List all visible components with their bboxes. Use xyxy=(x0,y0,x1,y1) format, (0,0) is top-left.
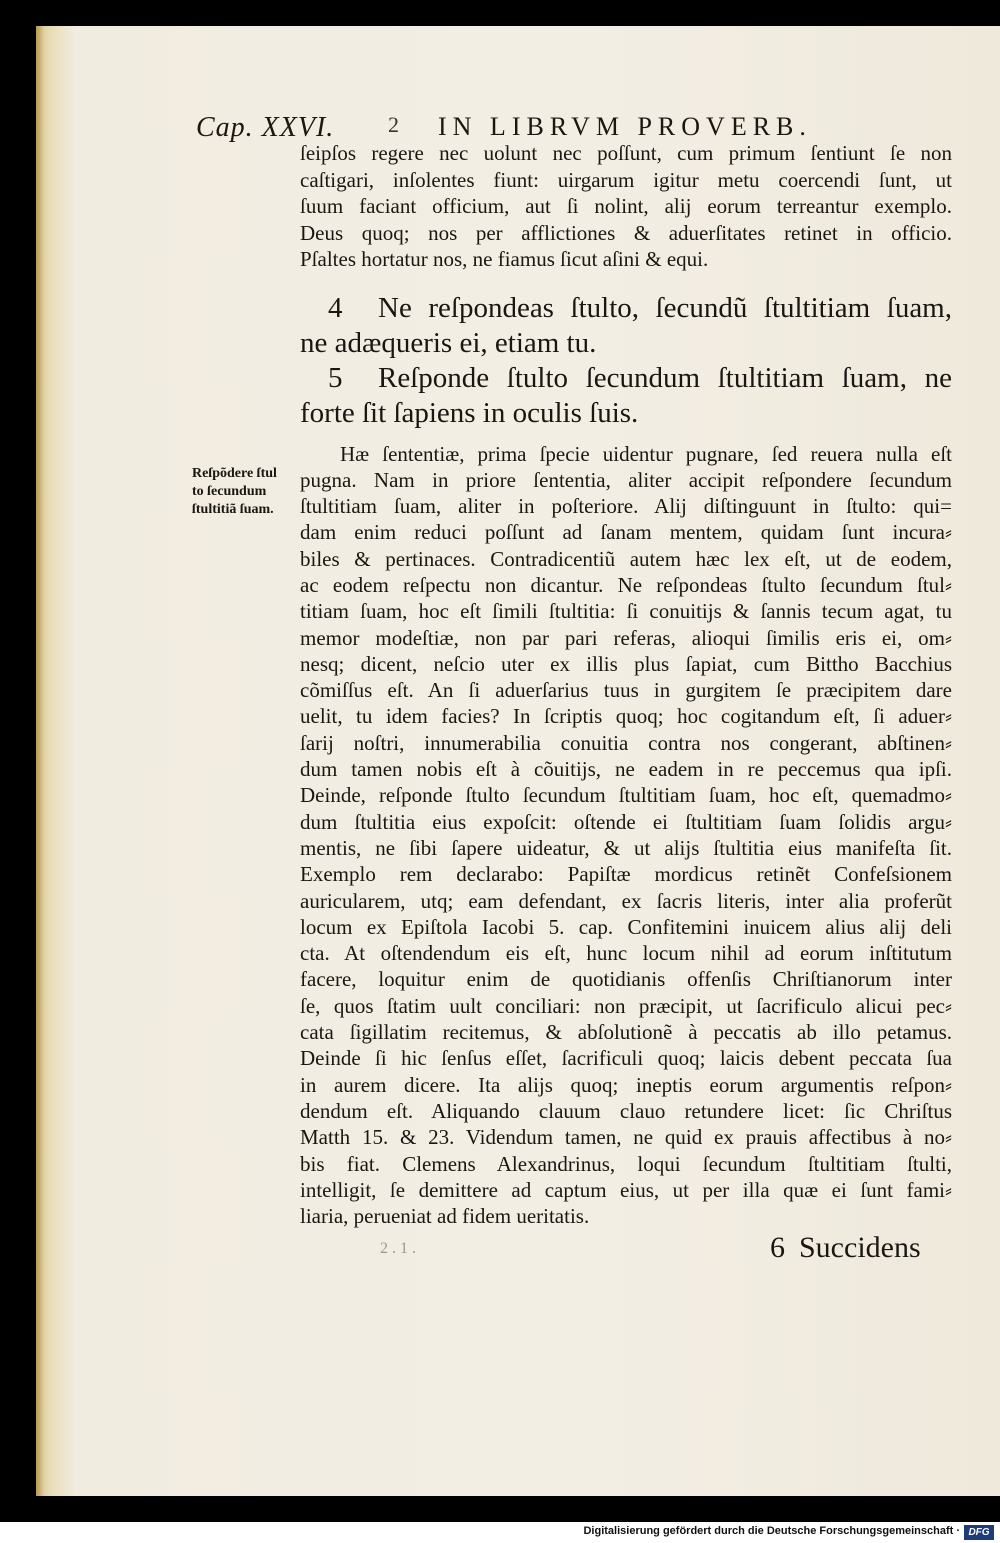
text-line: mentis, ne ſibi ſapere uideatur, & ut alijs ſtultitia eius manifeſta ſit. xyxy=(300,835,952,860)
text-line: Deinde ſi hic ſenſus eſſet, ſacrificuli quoq; laicis debent peccata ſua xyxy=(300,1046,952,1071)
margin-note-line: ſtultitiã ſuam. xyxy=(192,502,274,517)
bleed-through-mark: 2 . 1 . xyxy=(380,1240,416,1257)
text-line: biles & pertinaces. Contradicentiũ autem hæc lex eſt, ut de eodem, xyxy=(300,546,952,571)
verse-text: Ne reſpondeas ſtulto, ſecundũ ſtultitiam ſuam, xyxy=(378,291,952,324)
text-line: locum ex Epiſtola Iacobi 5. cap. Confitemini inuicem alius alij deli xyxy=(300,914,952,939)
funding-credit: Digitalisierung gefördert durch die Deutsche Forschungsgemeinschaft · xyxy=(583,1525,960,1537)
main-text xyxy=(300,140,952,1229)
text-line: dum ſtultitia eius expoſcit: oſtende ei ſtultitiam ſuam ſolidis argu⸗ xyxy=(300,809,952,834)
text-line: ſuum faciant officium, aut ſi nolint, alij eorum terreantur exemplo. xyxy=(300,194,952,218)
text-line: memor modeſtiæ, non par pari referas, alioqui ſimilis eris ei, om⸗ xyxy=(300,625,952,650)
text-line: caſtigari, inſolentes fiunt: uirgarum igitur metu coercendi ſunt, ut xyxy=(300,167,952,192)
verse-line: ne adæqueris ei, etiam tu. xyxy=(300,326,597,359)
text-line: cõmiſſus eſt. An ſi aduerſarius tuus in gurgitem ſe præcipitem dare xyxy=(300,678,952,703)
margin-note-line: Reſpõdere ſtul xyxy=(192,466,277,481)
text-line: liaria, perueniat ad fidem ueritatis. xyxy=(300,1204,590,1229)
verse-text: Reſponde ſtulto ſecundum ſtultitiam ſuam, ne xyxy=(378,361,952,394)
verse-line xyxy=(300,291,952,326)
footer-bar xyxy=(0,1522,1000,1543)
text-line: facere, loquitur enim de quotidianis offenſis Chriſtianorum inter xyxy=(300,967,952,992)
text-line: intelligit, ſe demittere ad captum eius, ut per illa quæ ei ſunt fami⸗ xyxy=(300,1177,952,1202)
margin-note-line: to ſecundum xyxy=(192,484,267,499)
text-line: ſe, quos ſtatim uult conciliari: non præcipit, ut ſacrificulo alicui pec⸗ xyxy=(300,993,952,1018)
dfg-logo: DFG xyxy=(964,1525,994,1540)
verse-line xyxy=(300,361,952,396)
text-line: Deus quoq; nos per afflictiones & aduerſitates retinet in officio. xyxy=(300,220,952,245)
verse-4 xyxy=(300,291,952,361)
paragraph-continuation xyxy=(300,140,952,273)
text-line: ſeipſos regere nec uolunt nec poſſunt, cum primum ſentiunt ſe non xyxy=(300,141,952,165)
text-line: Hæ ſententiæ, prima ſpecie uidentur pugnare, ſed reuera nulla eſt xyxy=(340,441,952,466)
text-line: in aurem dicere. Ita alijs quoq; ineptis eorum argumentis reſpon⸗ xyxy=(300,1072,952,1097)
text-line: pugna. Nam in priore ſententia, aliter accipit reſpondere ſecundum xyxy=(300,467,952,492)
text-line: dendum eſt. Aliquando clauum clauo retundere licet: ſic Chriſtus xyxy=(300,1098,952,1123)
text-line: uelit, tu idem facies? In ſcriptis quoq; hoc cogitandum eſt, ſi aduer⸗ xyxy=(300,704,952,729)
text-line: auricularem, utq; eam defendant, ex ſacris literis, inter alia proferũt xyxy=(300,888,952,913)
catchword-verse-number: 6 xyxy=(770,1231,785,1264)
text-line: Matth 15. & 23. Videndum tamen, ne quid ex prauis affectibus à no⸗ xyxy=(300,1125,952,1150)
text-line: Pſaltes hortatur nos, ne fiamus ſicut aſini & equi. xyxy=(300,247,709,271)
margin-note xyxy=(192,465,294,519)
chapter-label: Cap. XXVI. xyxy=(196,112,335,143)
text-line: ſarij noſtri, innumerabilia conuitia contra nos congerant, abſtinen⸗ xyxy=(300,730,952,755)
text-line: ſtultitiam ſuam, aliter in poſteriore. Alij diſtinguunt in ſtulto: qui= xyxy=(300,494,952,519)
text-line: nesq; dicent, neſcio uter ex illis plus ſapiat, cum Bittho Bacchius xyxy=(300,651,952,676)
text-line: ac eodem reſpectu non dicantur. Ne reſpondeas ſtulto ſecundum ſtul⸗ xyxy=(300,572,952,597)
catchword xyxy=(770,1231,946,1265)
text-line: cta. At oſtendendum eis eſt, hunc locum nihil ad eorum inſtitutum xyxy=(300,941,952,966)
text-line: bis fiat. Clemens Alexandrinus, loqui ſecundum ſtultitiam ſtulti, xyxy=(300,1151,952,1176)
folio-mark: 2 xyxy=(388,112,399,137)
verse-line: forte ſit ſapiens in oculis ſuis. xyxy=(300,396,639,429)
running-title: IN LIBRVM PROVERB. xyxy=(438,112,812,141)
catchword-text: Succidens xyxy=(799,1231,921,1264)
text-line: titiam ſuam, hoc eſt ſimili ſtultitia: ſi conuitijs & ſannis tecum agat, tu xyxy=(300,599,952,624)
text-line: Deinde, reſponde ſtulto ſecundum ſtultitiam ſuam, hoc eſt, quemadmo⸗ xyxy=(300,783,952,808)
text-line: Exemplo rem declarabo: Papiſtæ mordicus retinẽt Confeſsionem xyxy=(300,862,952,887)
text-line: cata ſigillatim recitemus, & abſolutionẽ à peccatis ab illo petamus. xyxy=(300,1020,952,1045)
text-line: dum tamen nobis eſt à cõuitijs, ne eadem in re peccemus qua ipſi. xyxy=(300,757,952,782)
text-line: dam enim reduci poſſunt ad ſanam mentem, quidam ſunt incura⸗ xyxy=(300,520,952,545)
verse-5 xyxy=(300,361,952,431)
verse-number: 5 xyxy=(328,361,343,394)
verse-number: 4 xyxy=(328,291,343,324)
commentary-paragraph xyxy=(300,441,952,1230)
